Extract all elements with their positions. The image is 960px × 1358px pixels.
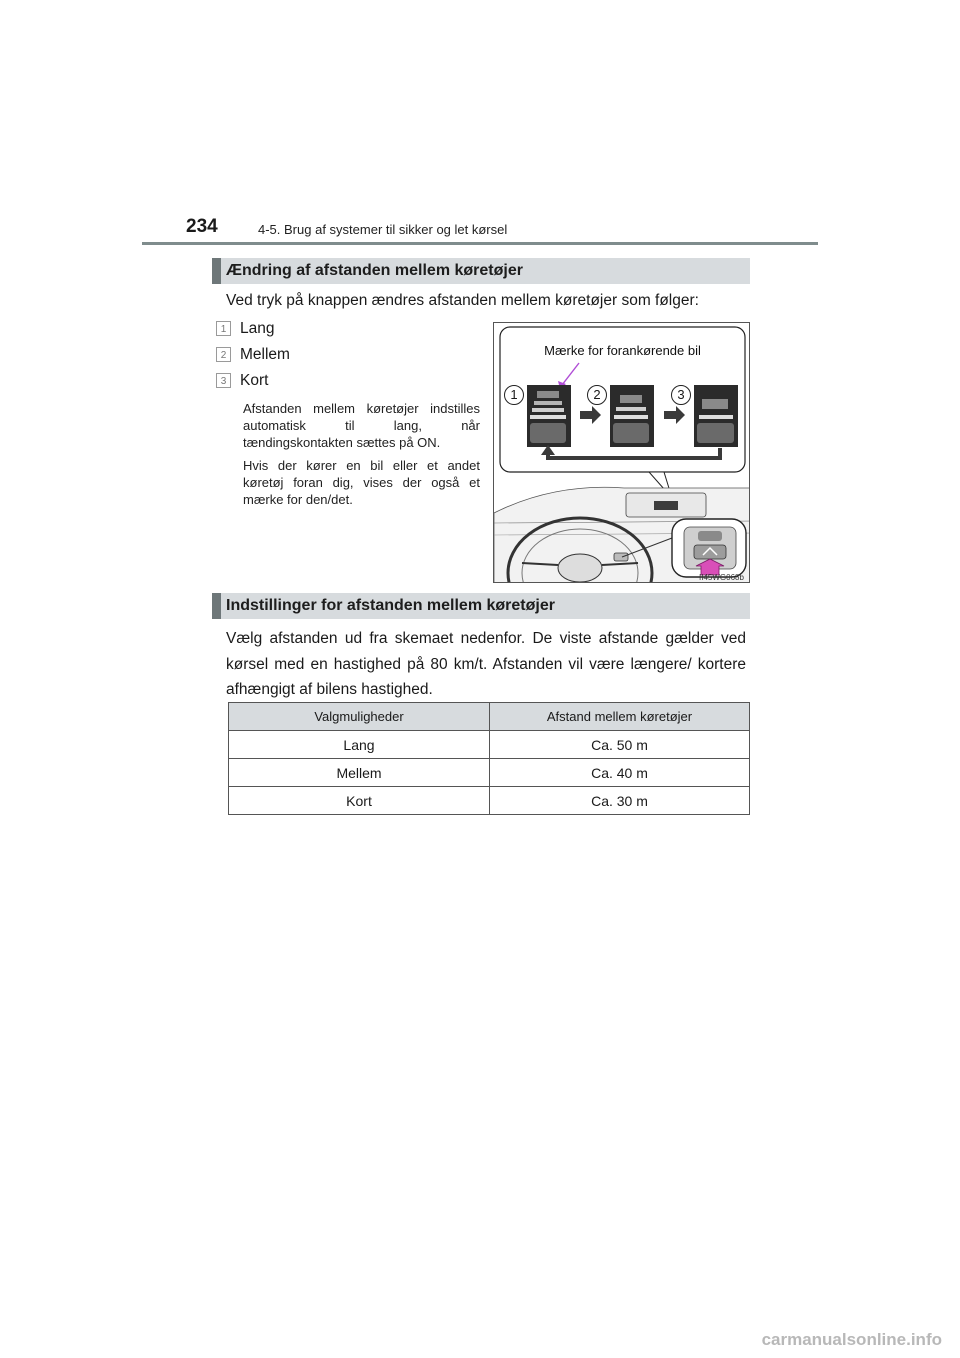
step-label: Kort <box>240 372 269 389</box>
front-vehicle-mark-callout: Mærke for forankørende bil <box>544 343 701 358</box>
watermark: carmanualsonline.info <box>761 1330 942 1349</box>
figure-illustration <box>494 323 750 583</box>
table-row <box>229 787 750 815</box>
display-panel-medium <box>610 385 654 447</box>
figure-number-3: 3 <box>671 385 691 405</box>
section-heading-distance-settings: Indstillinger for afstanden mellem køretøjer <box>212 593 750 619</box>
step-label: Mellem <box>240 346 290 363</box>
distance-button-figure <box>493 322 750 583</box>
table-cell-option: Lang <box>229 731 490 759</box>
step-number: 2 <box>216 347 231 362</box>
step-1 <box>216 319 274 339</box>
figure-number-2: 2 <box>587 385 607 405</box>
figure-code: II45WG068b <box>699 573 744 582</box>
column-header-options: Valgmuligheder <box>229 703 490 731</box>
table-cell-distance: Ca. 50 m <box>490 731 750 759</box>
figure-number-1: 1 <box>504 385 524 405</box>
table-row <box>229 759 750 787</box>
step-number: 1 <box>216 321 231 336</box>
step-2 <box>216 345 290 365</box>
chapter-title: 4-5. Brug af systemer til sikker og let kørsel <box>258 222 508 237</box>
distance-settings-table <box>228 702 750 815</box>
section-intro: Ved tryk på knappen ændres afstanden mellem køretøjer som følger: <box>226 292 699 309</box>
table-row <box>229 731 750 759</box>
note-default-setting: Afstanden mellem køretøjer indstilles automatisk til lang, når tændingskontakten sættes på ON. <box>243 401 480 450</box>
note-vehicle-ahead: Hvis der kører en bil eller et andet køretøj foran dig, vises der også et mærke for den/det. <box>243 458 480 507</box>
step-label: Lang <box>240 320 275 337</box>
section-heading-distance-change: Ændring af afstanden mellem køretøjer <box>212 258 750 284</box>
table-cell-option: Kort <box>229 787 490 815</box>
header-rule <box>142 242 818 245</box>
table-cell-distance: Ca. 30 m <box>490 787 750 815</box>
display-panel-short <box>694 385 738 447</box>
table-cell-option: Mellem <box>229 759 490 787</box>
table-cell-distance: Ca. 40 m <box>490 759 750 787</box>
table-header-row <box>229 703 750 731</box>
step-number: 3 <box>216 373 231 388</box>
column-header-distance: Afstand mellem køretøjer <box>490 703 750 731</box>
settings-paragraph: Vælg afstanden ud fra skemaet nedenfor. De viste afstande gælder ved kørsel med en hastighed på 80 km/t. Afstanden vil være længere/ kortere afhængigt af bilens hastighed. <box>226 630 746 698</box>
step-3 <box>216 371 268 391</box>
display-panel-long <box>527 385 571 447</box>
page-number: 234 <box>186 216 218 237</box>
